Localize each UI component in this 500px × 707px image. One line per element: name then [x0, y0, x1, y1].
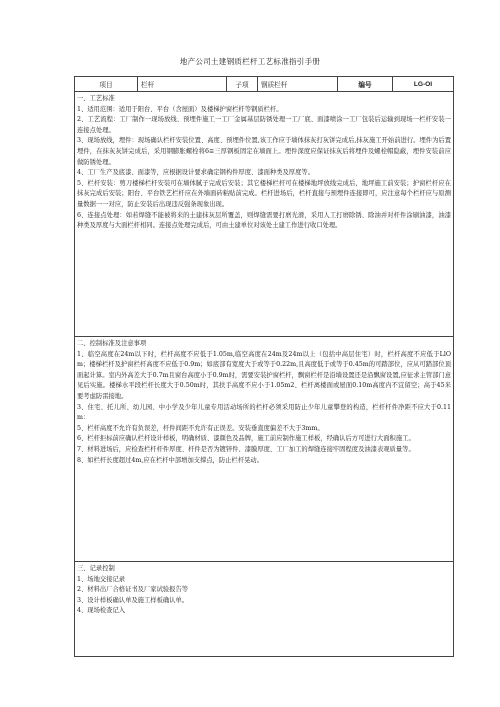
- paragraph: 5、栏杆高度不允许有负误差，杆件间距不允许有正误差。安装垂直度偏差不大于3mm。: [77, 424, 324, 432]
- standard-sheet: [74, 76, 454, 657]
- section-title: 三、记录控制: [77, 565, 115, 572]
- section-process-standard: [75, 92, 453, 337]
- paragraph: 3、住宅、托儿所、幼儿园、中小学及少年儿童专用活动场所的栏杆必须采用防止少年儿童攀登的构造，栏杆杆件净距不应大于0.11m：: [77, 403, 451, 422]
- section-title: 一、工艺标准: [77, 95, 115, 102]
- paragraph: 1、临空高度在24m以下时，栏杆高度不应低于1.05m,临空高度在24m及24m以上（包括中高层住宅）时，栏杆高度不应低于LlOm；楼梯栏杆及护窗栏杆高度不应低于0.9m；如底部有宽度大于或等于0.22m,且高度低于或等于0.45m的可踏部位，应从可踏部位顶面起计算。室内外高差大于0.7m且窗台高度小于0.9m时，需要安装护窗栏杆，飘窗栏杆是沿墙设置还是沿飘窗设置,应征求主管部门意见后实施。楼梯水平段栏杆长度大于0.50m时，其扶手高度不应小于1.05m2、栏杆离楼面或屋面0.10m高度内不宜留空；高于45米要考虑防雷接地。: [77, 350, 452, 400]
- paragraph: 7、材料进场后，应检查栏杆杆件厚度、杆件是否为镀锌件、漆膜厚度、工厂加工的焊缝连接牢固程度及油漆表观质量等。: [77, 445, 415, 453]
- paragraph: 3、设计样板确认单及施工样板确认单。: [77, 596, 189, 604]
- header-row: [75, 77, 453, 92]
- paragraph: 4、现场检查记入: [77, 607, 126, 615]
- item-label: 项目: [75, 77, 138, 91]
- paragraph: 8、如栏杆长度超过4m,应在栏杆中部增加支撑点，防止栏杆晃动。: [77, 456, 264, 464]
- page-title: 地产公司土建钢质栏杆工艺标准指引手册: [179, 57, 321, 66]
- paragraph: 6、连接点处理：如若焊缝不能被将来的土建抹灰层所覆盖，则焊缝需要打磨光滑，采用人工打磨除锈、除油并对杆件涂刷油漆，油漆种类及厚度与大面栏杆相同。连接点处理完成后，可由土建单位对该处土建工作进行收口处理。: [77, 211, 451, 230]
- paragraph: 1、场地交接记录: [77, 575, 126, 583]
- paragraph: 5、栏杆安装：剪刀楼梯栏杆安装可在墙体腻子完成后安装；其它楼梯栏杆可在楼梯地坪放线完成后，地坪施工前安装；护窗栏杆应在抹灰完成后安装；阳台、平台铁艺栏杆应在外墙面砖粘贴前完成。栏杆进场后，栏杆直接与预埋件连接即可，应注意每个栏杆应与原测量数据一一对应，防止安装后出现违反强条现象出现。: [77, 179, 451, 208]
- code-value: LG-OI: [413, 80, 433, 88]
- item-value: 栏杆: [138, 77, 227, 91]
- section-title: 二、控制标准及注意事项: [77, 340, 147, 347]
- section-record-control: [75, 562, 453, 656]
- subitem-label: 子项: [227, 77, 258, 91]
- section-control-standard: [75, 337, 453, 562]
- paragraph: 3、现场放线，埋件：现场确认栏杆安装位置、高度、预埋件位置,该工作应于墙体抹灰打灰饼完成后,抹灰施工开始前进行。埋件为后置埋件，在抹灰灰饼完成后，采用钢膨胀螺栓将6≡三厚钢板固定在墙面上。埋件深度应保证抹灰后将埋件及螺栓帽隐蔽，埋件安装前应做防锈处理。: [77, 137, 451, 166]
- paragraph: 6、栏杆拒标前应确认栏杆设计样板，明确材质、漆颜色及品牌，施工前应制作施工样板，经确认后方可进行大面积施工。: [77, 435, 415, 443]
- paragraph: 1、适用范围：适用于阳台、平台（含屋面）及楼梯护窗栏杆等钢质栏杆。: [77, 105, 283, 113]
- subitem-value: 钢质栏杆: [258, 77, 338, 91]
- paragraph: 2、工艺流程：工厂制作一现场放线、预埋件施工一工厂金属基层防锈处理一工厂底、面漆喷涂一工厂包装后运输到现场一栏杆安装一连接点处理。: [77, 116, 451, 134]
- paragraph: 4、工厂生产及底漆、面漆等，应根据设计要求确定钢构件厚度、漆面种类及厚度等。: [77, 169, 314, 177]
- code-label: 编号: [338, 77, 393, 91]
- paragraph: 2、材料出厂合格证书及厂家试验报告等: [77, 586, 189, 594]
